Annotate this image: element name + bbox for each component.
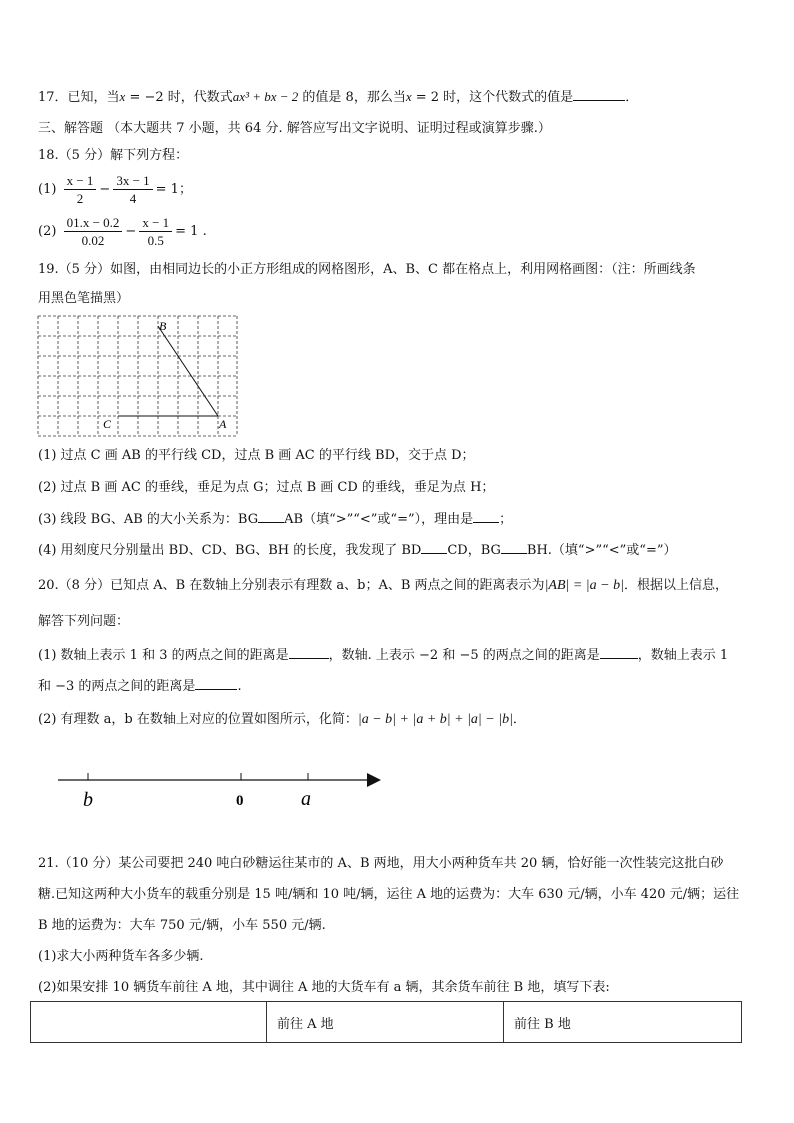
section-3-heading: 三、解答题 （本大题共 7 小题，共 64 分. 解答应写出文字说明、证明过程或演算步骤.）: [38, 121, 551, 136]
numerator: 01.x − 0.2: [64, 214, 123, 232]
q19-i4-blank-2: [501, 541, 527, 554]
question-21-line-1: 21.（10 分）某公司要把 240 吨白砂糖运往某市的 A、B 两地，用大小两种货车共 20 辆，恰好能一次性装完这批白砂: [38, 856, 724, 871]
q18-p1-fraction-1: [64, 172, 97, 207]
numerator: x − 1: [139, 214, 172, 232]
table-header-to-b: 前往 B 地: [504, 1002, 742, 1043]
q20-p1-text-b: ，数轴. 上表示 −2 和 −5 的两点之间的距离是: [328, 648, 600, 663]
question-19-intro-2: 用黑色笔描黑）: [38, 291, 130, 306]
q18-p1-rhs: = 1；: [155, 182, 192, 197]
q20-number-line: [55, 765, 395, 815]
q21-part-1: (1)求大小两种货车各多少辆.: [38, 949, 204, 964]
label-b: b: [83, 789, 93, 811]
q19-item-3: [38, 510, 512, 529]
question-19-intro-1: 19.（5 分）如图，由相同边长的小正方形组成的网格图形，A、B、C 都在格点上，利用网格画图：（注：所画线条: [38, 262, 696, 277]
q18-equation-2: [38, 212, 207, 252]
q20-text-a: 20.（8 分）已知点 A、B 在数轴上分别表示有理数 a、b；A、B 两点之间的距离表示为: [38, 578, 545, 593]
q19-i3-blank-1: [258, 510, 284, 523]
numerator: x − 1: [64, 172, 97, 190]
q18-p2-minus: −: [125, 224, 137, 239]
q17-text-c: 的值是 8，那么当: [298, 90, 406, 105]
q20-part-1: [38, 646, 728, 665]
question-20-line-2: 解答下列问题：: [38, 614, 130, 629]
q20-p2-expression: |a − b| + |a + b| + |a| − |b|: [357, 712, 513, 727]
q20-part-1-cont: [38, 677, 242, 696]
denominator: 2: [76, 191, 84, 206]
q18-p1-minus: −: [99, 182, 111, 197]
point-label-c: C: [103, 417, 112, 431]
question-21-line-3: B 地的运费为：大车 750 元/辆，小车 550 元/辆.: [38, 918, 326, 933]
q18-equation-1: [38, 170, 192, 210]
table-header-empty: [31, 1002, 267, 1043]
q19-i4-blank-1: [421, 541, 447, 554]
q19-grid-figure: [37, 314, 239, 438]
q18-p2-fraction-2: [139, 214, 172, 249]
q20-p2-text-a: (2) 有理数 a，b 在数轴上对应的位置如图所示，化简：: [38, 712, 358, 727]
q20-p1-text-d: 和 −3 的两点之间的距离是: [38, 679, 196, 694]
question-21-line-2: 糖.已知这两种大小货车的载重分别是 15 吨/辆和 10 吨/辆，运往 A 地的运费为：大车 630 元/辆，小车 420 元/辆；运往: [38, 887, 740, 902]
q17-expression: ax³ + bx − 2: [232, 89, 299, 104]
number-line-arrow: [367, 773, 381, 787]
q20-p1-text-c: ，数轴上表示 1: [637, 648, 729, 663]
q17-text-d: 时，这个代数式的值是: [439, 90, 574, 105]
q19-i3-blank-2: [473, 510, 499, 523]
q19-item-2: (2) 过点 B 画 AC 的垂线，垂足为点 G；过点 B 画 CD 的垂线，垂足为点 H；: [38, 480, 495, 495]
label-a: a: [301, 788, 311, 810]
point-label-a: A: [219, 417, 227, 431]
q17-var-x2: x: [405, 89, 412, 104]
q21-table: [30, 1001, 742, 1043]
q20-distance-formula: |AB| = |a − b|: [544, 578, 624, 593]
q20-part-2: [38, 711, 526, 729]
point-label-b: B: [159, 319, 167, 333]
q18-p2-label: (2): [38, 224, 57, 239]
q20-p2-text-b: ．: [512, 712, 526, 727]
q19-i4-text-c: BH.（填“>”“<”或“=”）: [526, 543, 677, 558]
denominator: 0.5: [147, 233, 164, 248]
q17-var-x: x: [119, 89, 126, 104]
q17-text-b: 时，代数式: [163, 90, 233, 105]
question-20-intro: [38, 577, 728, 595]
q17-text-e: ．: [625, 90, 639, 105]
q19-i4-text-a: (4) 用刻度尺分别量出 BD、CD、BG、BH 的长度，我发现了 BD: [38, 543, 422, 558]
q19-i3-text-a: (3) 线段 BG、AB 的大小关系为：BG: [38, 512, 259, 527]
segment-ab: [158, 326, 218, 416]
q19-i3-text-c: ；: [499, 512, 513, 527]
table-header-to-a: 前往 A 地: [267, 1002, 504, 1043]
q19-item-4: [38, 541, 676, 560]
q17-answer-blank: [573, 88, 625, 101]
q20-text-b: ．根据以上信息，: [623, 578, 728, 593]
q19-i3-text-b: AB（填“>”“<”或“=”），理由是: [284, 512, 474, 527]
q17-value-1: = −2: [125, 90, 164, 105]
q20-p1-text-e: .: [237, 679, 242, 694]
question-17: [38, 88, 638, 107]
q18-p2-fraction-1: [64, 214, 123, 249]
grid-lines: [38, 316, 237, 436]
q21-part-2: (2)如果安排 10 辆货车前往 A 地，其中调往 A 地的大货车有 a 辆，其余货车前往 B 地，填写下表:: [38, 980, 610, 995]
table-row: [31, 1002, 742, 1043]
q20-p1-blank-2: [600, 646, 638, 659]
q19-item-1: (1) 过点 C 画 AB 的平行线 CD，过点 B 画 AC 的平行线 BD，交于点 D；: [38, 448, 475, 463]
question-18-title: 18.（5 分）解下列方程：: [38, 148, 189, 163]
q18-p1-fraction-2: [113, 172, 152, 207]
q18-p2-rhs: = 1 .: [175, 224, 207, 239]
denominator: 0.02: [81, 233, 105, 248]
q20-p1-text-a: (1) 数轴上表示 1 和 3 的两点之间的距离是: [38, 648, 289, 663]
q20-p1-blank-3: [195, 677, 237, 690]
label-zero: 0: [236, 793, 244, 809]
q18-p1-label: (1): [38, 182, 57, 197]
q17-value-2: = 2: [411, 90, 440, 105]
q20-p1-blank-1: [289, 646, 329, 659]
denominator: 4: [129, 191, 137, 206]
q19-i4-text-b: CD，BG: [447, 543, 501, 558]
numerator: 3x − 1: [113, 172, 152, 190]
q17-text-a: 17．已知，当: [38, 90, 120, 105]
